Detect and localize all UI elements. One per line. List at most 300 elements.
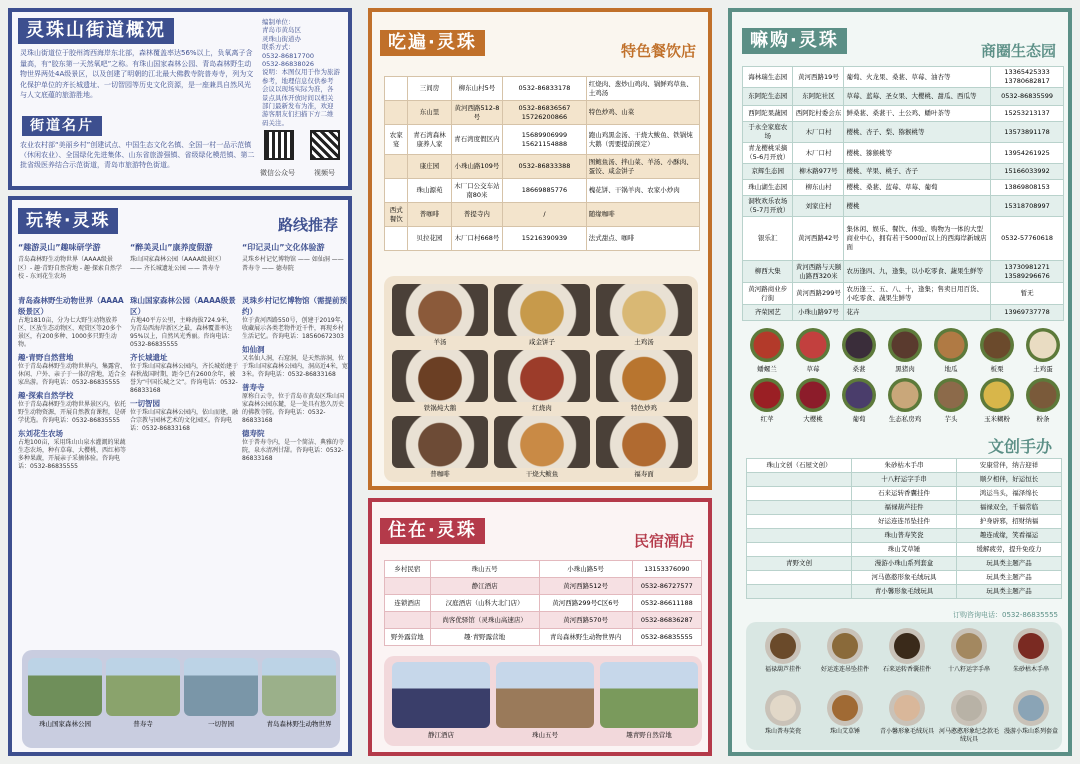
table-cell <box>747 515 852 529</box>
table-row <box>743 67 1064 88</box>
shop-subtitle: 商圈生态园 <box>980 42 1056 60</box>
contact-info <box>262 18 350 127</box>
spot-desc: 占地1810亩，分为七大野生动物放养区、区放生态动物区、观赏区等20多个景区，有200多种、1000多只野生动物。 <box>18 317 122 348</box>
product-photo[interactable] <box>827 628 863 664</box>
table-cell: 黄河西路42号 <box>793 217 844 261</box>
food-image <box>596 350 692 402</box>
product-photo[interactable] <box>889 690 925 726</box>
product-label: 漫游小珠山系列套盒 <box>1003 728 1058 735</box>
table-cell: 青野文创 <box>747 557 852 571</box>
food-image <box>494 416 590 468</box>
table-row <box>747 487 1062 501</box>
table-row <box>747 557 1062 571</box>
produce-label: 葡萄 <box>852 415 866 423</box>
table-cell <box>385 227 408 251</box>
product-photo[interactable] <box>1013 628 1049 664</box>
food-item[interactable] <box>596 350 692 414</box>
table-cell: 连锁酒店 <box>385 595 431 612</box>
route-1-heading: “趣游灵山”趣味研学游 <box>18 243 101 252</box>
table-cell: 朱砂枯木手串 <box>852 459 957 473</box>
table-cell: 珠山艾草锤 <box>852 543 957 557</box>
table-cell: 东阿陀生态园 <box>743 88 793 106</box>
route-photo[interactable] <box>106 658 180 740</box>
qr-wechat-icon[interactable] <box>264 130 294 160</box>
table-row <box>747 501 1062 515</box>
table-cell: 趣·青野露营地 <box>430 629 539 646</box>
table-cell: 13365425333 13780682817 <box>991 67 1064 88</box>
table-cell: 15689906999 15621154888 <box>503 125 587 155</box>
table-row <box>747 473 1062 487</box>
contact-line: 码关注。 <box>262 118 288 127</box>
table-cell <box>747 543 852 557</box>
food-item[interactable] <box>596 416 692 480</box>
produce-label: 粉条 <box>1036 415 1050 423</box>
table-cell: 野外露营地 <box>385 629 431 646</box>
contact-line: 说明：本图仅用于作为旅游 <box>262 68 340 77</box>
food-image <box>494 350 590 402</box>
produce-label: 黑猪肉 <box>895 365 915 373</box>
photo-image <box>496 662 594 728</box>
table-cell: 尚客优驿馆（灵珠山高速店） <box>430 612 539 629</box>
table-row <box>743 261 1064 283</box>
produce-photo[interactable] <box>980 378 1014 412</box>
food-table <box>384 76 700 251</box>
product-photo[interactable] <box>827 690 863 726</box>
produce-photo[interactable] <box>842 378 876 412</box>
produce-photo[interactable] <box>796 328 830 362</box>
spot-name: 趣·青野自然营地 <box>18 353 74 362</box>
produce-label: 红苹 <box>760 415 774 423</box>
table-row <box>743 88 1064 106</box>
table-cell: 樱桃、苹果、桃子、杏子 <box>844 164 991 180</box>
spot-name: 如仙洞 <box>242 345 265 354</box>
produce-label: 土鸡蛋 <box>1033 365 1053 373</box>
product-photo[interactable] <box>951 690 987 726</box>
table-cell: 青龙樱桃采摘（5-6月开放） <box>743 143 793 164</box>
food-caption: 红烧肉 <box>532 404 552 412</box>
route-photo[interactable] <box>184 658 258 740</box>
product-label: 珠山艾草锤 <box>829 728 860 735</box>
table-row <box>385 77 700 101</box>
contact-line: 会议以现场实际为准，各 <box>262 85 334 94</box>
table-cell: 柳东山村 <box>793 180 844 196</box>
table-cell: 珠山五号 <box>430 561 539 578</box>
spot-desc: 位于黄河西路550号，创建于2019年，收藏展示各类老物件近千件，再现乡村生活记忆。咨询电话：18560672303 <box>242 317 347 340</box>
route-title: 玩转·灵珠 <box>18 208 118 234</box>
table-cell: 鲜桑葚、桑葚干、土公鸡、蟠叶茶等 <box>844 106 991 122</box>
table-cell: 玩具类主题产品 <box>957 585 1062 599</box>
spot-name: 灵珠乡村记忆博物馆（需提前预约） <box>242 296 347 316</box>
food-image <box>392 350 488 402</box>
table-cell: 木厂口村 <box>793 122 844 143</box>
qr-video-icon[interactable] <box>310 130 340 160</box>
table-cell: 黄河西路19号 <box>793 67 844 88</box>
food-item[interactable] <box>392 416 488 480</box>
produce-photo[interactable] <box>842 328 876 362</box>
overview-title: 灵珠山街道概况 <box>18 18 174 44</box>
food-item[interactable] <box>494 350 590 414</box>
route-3-spots <box>242 292 348 463</box>
spot-name: 德寿院 <box>242 429 265 438</box>
produce-photo[interactable] <box>934 328 968 362</box>
table-cell: 玩具类主题产品 <box>957 571 1062 585</box>
table-row <box>743 196 1064 217</box>
table-row <box>385 101 700 125</box>
table-cell: 石来运转香囊挂件 <box>852 487 957 501</box>
stay-table <box>384 560 702 646</box>
table-cell: 15216390939 <box>503 227 587 251</box>
table-row <box>747 571 1062 585</box>
table-cell: 0532-86727577 <box>632 578 701 595</box>
table-cell: 15318708997 <box>991 196 1064 217</box>
table-cell: 于永全家庭农场 <box>743 122 793 143</box>
table-cell: 贝拉花园 <box>408 227 451 251</box>
spot-name: 齐长城遗址 <box>130 353 168 362</box>
food-item[interactable] <box>392 284 488 348</box>
table-cell: 0532-86833388 <box>503 155 587 179</box>
table-cell: 0532-86611188 <box>632 595 701 612</box>
table-cell <box>747 571 852 585</box>
table-cell: 缓解疲劳，提升免疫力 <box>957 543 1062 557</box>
table-cell: 暂无 <box>991 283 1064 305</box>
product-photo[interactable] <box>765 628 801 664</box>
table-cell: 银乐汇 <box>743 217 793 261</box>
food-caption: 干烧大鲅鱼 <box>525 470 559 478</box>
table-row <box>747 459 1062 473</box>
produce-label: 玉米糊粉 <box>984 415 1010 423</box>
table-cell: 黄河西路299号C区6号 <box>539 595 632 612</box>
spot-name: 青岛森林野生动物世界（AAAA级景区） <box>18 296 124 316</box>
spot-desc: 原称白云寺，位于青岛市黄岛区珠山国家森林公园东麓，是一处具有悠久历史的佛教寺院。咨询电话：0532-86833168 <box>242 393 345 424</box>
table-cell <box>747 501 852 515</box>
table-row <box>743 122 1064 143</box>
table-row <box>385 227 700 251</box>
table-cell: 0532-57760618 <box>991 217 1064 261</box>
photo-caption: 趣青野自然营地 <box>626 731 672 739</box>
table-cell: 13954261925 <box>991 143 1064 164</box>
table-cell <box>747 585 852 599</box>
stay-title: 住在·灵珠 <box>380 518 485 544</box>
stay-photo[interactable] <box>496 662 594 742</box>
food-caption: 羊汤 <box>433 338 447 346</box>
route-1-spots <box>18 292 126 471</box>
table-cell: 海林瑞生态园 <box>743 67 793 88</box>
stay-subtitle: 民宿酒店 <box>633 532 694 550</box>
street-card-text: 农业农村部“美丽乡村”创建试点、中国生态文化名镇、全国一村一品示范镇（休闲农业）、全国绿化先进集体、山东省旅游强镇、省级绿化模范镇、第二批省级医养结合示范街道，青岛市旅游特色街道。 <box>20 141 255 169</box>
food-image <box>494 284 590 336</box>
stay-photo[interactable] <box>392 662 490 742</box>
table-row <box>743 106 1064 122</box>
product-label: 石来运转香囊挂件 <box>882 666 931 673</box>
photo-image <box>600 662 698 728</box>
table-row <box>385 179 700 203</box>
route-2-path: 珠山国家森林公园（AAAA级景区）—— 齐长城遗址公园 —— 普寿寺 <box>130 256 225 272</box>
route-2-heading: “醉美灵山”康养度假游 <box>130 243 213 252</box>
table-cell: 青石湾度假区内 <box>451 125 503 155</box>
food-image <box>596 284 692 336</box>
table-cell: 珠山文创（石屋文创） <box>747 459 852 473</box>
table-cell: 0532-86835599 <box>991 88 1064 106</box>
table-cell: 13869808153 <box>991 180 1064 196</box>
table-cell: 青小馨形象毛绒玩具 <box>852 585 957 599</box>
table-cell: 农历逢三、五、八、十，逢集；售卖日用百货、小吃零食、蔬果生鲜等 <box>844 283 991 305</box>
table-cell: 玩具类主题产品 <box>957 557 1062 571</box>
photo-caption: 普寿寺 <box>133 720 153 728</box>
product-label: 珠山普寿笑瓷 <box>764 728 801 735</box>
table-row <box>743 164 1064 180</box>
table-cell <box>385 155 408 179</box>
spot-desc: 占地100亩，采用珠山山泉水灌溉的果蔬生态农场，种有草莓、大樱桃、西红柿等多种果蔬，开展亲子采摘体验。咨询电话：0532-86835555 <box>18 439 127 470</box>
table-row <box>385 629 702 646</box>
table-row <box>743 305 1064 321</box>
product-photo[interactable] <box>765 690 801 726</box>
qr-wechat-label: 微信公众号 <box>260 169 295 177</box>
produce-grid <box>742 328 1064 428</box>
route-3-heading: “印记灵山”文化体验游 <box>242 243 325 252</box>
route-1-path: 青岛森林野生动物世界（AAAA级景区）- 趣·青野自然营地 - 趣·探索自然学校 - 东刘花生农场 <box>18 256 122 280</box>
table-cell: 樱桃 <box>844 196 991 217</box>
spot-desc: 位于普寿寺内，是一个简洁、典雅的寺院，泉水清冽甘甜。咨询电话：0532-86833168 <box>242 439 345 462</box>
spot-name: 珠山国家森林公园（AAAA级景区） <box>130 296 236 316</box>
qr-video-label: 视频号 <box>314 169 335 177</box>
contact-line: 0532-86838026 <box>262 60 314 69</box>
food-caption: 普咖啡 <box>430 470 450 478</box>
spot-name: 东刘花生农场 <box>18 429 63 438</box>
photo-image <box>28 658 102 716</box>
route-subtitle: 路线推荐 <box>277 216 338 234</box>
table-cell: 槐花饼、干锅羊肉、农家小炒肉 <box>586 179 699 203</box>
table-row <box>385 155 700 179</box>
table-cell: 法式甜点、咖啡 <box>586 227 699 251</box>
table-cell: / <box>503 203 587 227</box>
table-cell: 13153376090 <box>632 561 701 578</box>
table-cell: 0532-86836287 <box>632 612 701 629</box>
food-subtitle: 特色餐饮店 <box>620 42 696 60</box>
produce-photo[interactable] <box>750 378 784 412</box>
product-photo[interactable] <box>1013 690 1049 726</box>
table-cell: 鸿运当头，福泽绵长 <box>957 487 1062 501</box>
table-row <box>747 585 1062 599</box>
spot-desc: 位于青岛森林野生动物世界景区内，依托野生动物资源，开展自然教育课程，是研学优选。咨询电话：0532-86835555 <box>18 401 127 424</box>
food-caption: 福寿面 <box>634 470 654 478</box>
food-panel <box>368 8 712 490</box>
spot-name: 普寿寺 <box>242 383 265 392</box>
product-photo[interactable] <box>889 628 925 664</box>
table-cell: 普提寺内 <box>451 203 503 227</box>
produce-photo[interactable] <box>888 328 922 362</box>
stay-photo-strip <box>384 656 702 746</box>
table-cell: 集休闲、娱乐、餐饮、体验、购物为一体的大型商业中心，拥有若干5000㎡以上的西海岸新城店面 <box>844 217 991 261</box>
table-cell: 趣连成缘，笑看福运 <box>957 529 1062 543</box>
table-cell: 康庄园 <box>408 155 451 179</box>
produce-label: 芋头 <box>944 415 958 423</box>
overview-intro: 灵珠山街道位于胶州湾西海岸东北部，森林覆盖率达56%以上，负氧离子含量高，有“胶东第一天然氧吧”之称。有珠山国家森林公园、青岛森林野生动物世界两处4A级景区，以及创建了明朝的江北最大佛教寺院普寿寺，列为文化保护单位的齐长城遗址、一切智园等历史文化资源，是一座兼具自然风光与人文底蕴的旅游胜地。 <box>20 49 254 99</box>
contact-line: 青岛市黄岛区 <box>262 26 301 35</box>
table-cell: 小珠山路97号 <box>793 305 844 321</box>
contact-line: 景点具体开放时间以相关 <box>262 93 334 102</box>
table-cell <box>385 101 408 125</box>
table-cell: 樱桃、猕猴桃等 <box>844 143 991 164</box>
creative-title: 文创手办 <box>987 437 1052 456</box>
produce-label: 蟠螺兰 <box>757 365 777 373</box>
produce-label: 桑葚 <box>852 365 866 373</box>
overview-panel <box>8 8 352 190</box>
table-cell: 齐荣园艺 <box>743 305 793 321</box>
table-cell: 葡萄、火龙果、桑葚、草莓、油杏等 <box>844 67 991 88</box>
produce-label: 大樱桃 <box>803 415 823 423</box>
table-cell: 0532-86836567 15726200866 <box>503 101 587 125</box>
table-cell: 青石湾森林康养人家 <box>408 125 451 155</box>
product-label: 十八籽运字手串 <box>947 666 990 673</box>
spot-desc: 位于青岛森林野生动物世界内，集露营、休闲、户外、亲子于一体的营地，适合全家出游。咨询电话：0532-86835555 <box>18 363 127 386</box>
food-image <box>392 416 488 468</box>
stay-panel <box>368 498 712 756</box>
table-cell: 西阿陀果蔬园 <box>743 106 793 122</box>
table-cell: 小珠山路5号 <box>539 561 632 578</box>
table-cell: 黄河西路512号 <box>539 578 632 595</box>
table-cell: 13730981271 13589296676 <box>991 261 1064 283</box>
route-photo[interactable] <box>262 658 336 740</box>
food-caption: 土鸡汤 <box>634 338 654 346</box>
table-cell: 西阿陀村委会东 <box>793 106 844 122</box>
contact-line: 部门最新发布为准，欢迎 <box>262 102 334 111</box>
table-row <box>743 283 1064 305</box>
produce-label: 地瓜 <box>944 365 958 373</box>
produce-photo[interactable] <box>1026 378 1060 412</box>
table-cell: 草莓、蓝莓、圣女果、大樱桃、甜瓜、西瓜等 <box>844 88 991 106</box>
table-cell: 柳西大集 <box>743 261 793 283</box>
table-row <box>385 578 702 595</box>
table-cell: 小珠山路109号 <box>451 155 503 179</box>
table-row <box>385 203 700 227</box>
table-cell: 安康常伴，纳吉迎祥 <box>957 459 1062 473</box>
table-cell: 福禄葫芦挂件 <box>852 501 957 515</box>
order-phone: 订购咨询电话：0532-86835555 <box>953 611 1058 619</box>
table-cell: 静江酒店 <box>430 578 539 595</box>
produce-photo[interactable] <box>750 328 784 362</box>
photo-caption: 珠山五号 <box>532 731 558 739</box>
product-label: 好运连连吊坠挂件 <box>820 666 869 673</box>
table-cell: 洞牧欢乐农场（5-7月开放） <box>743 196 793 217</box>
table-cell: 随缘咖啡 <box>586 203 699 227</box>
table-cell: 农历逢四、九，逢集，以小吃零食、蔬果生鲜等 <box>844 261 991 283</box>
product-label: 福禄葫芦挂件 <box>764 666 801 673</box>
photo-image <box>106 658 180 716</box>
table-cell: 13969737778 <box>991 305 1064 321</box>
photo-image <box>184 658 258 716</box>
table-cell: 顺夕相伴，好运恒长 <box>957 473 1062 487</box>
table-cell: 普咖啡 <box>408 203 451 227</box>
spot-desc: 位于珠山国家森林公园内，齐长城始建于春秋战国时期，距今已有2600余年，被誉为“中国长城之父”。咨询电话：0532-86833168 <box>130 363 239 394</box>
photo-image <box>392 662 490 728</box>
table-cell: 0532-86835555 <box>632 629 701 646</box>
table-cell: 好运连连吊坠挂件 <box>852 515 957 529</box>
route-3-path: 灵珠乡村记忆博物馆 —— 如仙洞 —— 普寿寺 —— 德寿院 <box>242 256 344 272</box>
table-cell: 跑山鸡黑金汤、干烧大鲅鱼、铁锅炖大鹅（需要提前预定） <box>586 125 699 155</box>
table-cell: 珠山湖生态园 <box>743 180 793 196</box>
table-cell: 漫游小珠山系列套盒 <box>852 557 957 571</box>
street-card-title: 街道名片 <box>22 116 102 136</box>
table-cell: 0532-86833178 <box>503 77 587 101</box>
table-cell: 青岛森林野生动物世界内 <box>539 629 632 646</box>
table-cell: 柳东山村5号 <box>451 77 503 101</box>
table-row <box>743 217 1064 261</box>
table-row <box>743 143 1064 164</box>
produce-photo[interactable] <box>934 378 968 412</box>
product-label: 青小馨形象毛绒玩具 <box>879 728 934 735</box>
route-panel <box>8 196 352 756</box>
route-photo[interactable] <box>28 658 102 740</box>
table-cell: 特色炒鸡、山菜 <box>586 101 699 125</box>
food-item[interactable] <box>494 416 590 480</box>
table-row <box>385 595 702 612</box>
produce-photo[interactable] <box>796 378 830 412</box>
photo-caption: 静江酒店 <box>428 731 454 739</box>
table-cell: 15166033992 <box>991 164 1064 180</box>
spot-desc: 占地40平方公里，主峰海拔724.9米，为青岛西海岸新区之最，森林覆盖率达95%以上，自然风光秀丽。咨询电话：0532-86835555 <box>130 317 234 348</box>
produce-photo[interactable] <box>888 378 922 412</box>
table-cell: 图鲍鱼汤、拌山菜、羊汤、小酥肉、蛋饺、咸金饼子 <box>586 155 699 179</box>
table-row <box>385 561 702 578</box>
table-cell: 十八籽运字手串 <box>852 473 957 487</box>
food-item[interactable] <box>596 284 692 348</box>
route-photo-strip <box>22 650 340 748</box>
table-cell <box>385 77 408 101</box>
shop-title: 嘛购·灵珠 <box>742 28 847 54</box>
spot-desc: 位于珠山国家森林公园内，依山而建，融合宗教与园林艺术的文化园区。咨询电话：0532-86833168 <box>130 409 239 432</box>
stay-photo[interactable] <box>600 662 698 742</box>
shop-panel <box>728 8 1072 756</box>
route-2-spots <box>130 292 238 433</box>
table-cell: 花卉 <box>844 305 991 321</box>
contact-line: 0532-86817700 <box>262 51 314 60</box>
table-cell: 木厂口村668号 <box>451 227 503 251</box>
food-caption: 铁锅炖大鹅 <box>423 404 457 412</box>
food-item[interactable] <box>494 284 590 348</box>
table-cell: 护身辟邪，招财纳福 <box>957 515 1062 529</box>
table-cell: 木厂口公交车站南80米 <box>451 179 503 203</box>
table-cell <box>385 612 431 629</box>
table-cell: 黄河西路570号 <box>539 612 632 629</box>
product-label: 河马憨憨形象纪念款毛绒玩具 <box>938 728 999 743</box>
table-cell <box>747 529 852 543</box>
produce-photo[interactable] <box>1026 328 1060 362</box>
table-cell: 珠山普寿笑瓷 <box>852 529 957 543</box>
contact-line: 灵珠山街道办 <box>262 34 301 43</box>
product-label: 朱砂枯木手串 <box>1012 666 1049 673</box>
contact-line: 参考，地理信息仅供参考 <box>262 76 334 85</box>
table-cell: 东阿陀社区 <box>793 88 844 106</box>
spot-desc: 又名仙人洞，石窟洞，是天然溶洞，位于珠山国家森林公园内，洞高近4米，宽3米。咨询电话：0532-86833168 <box>242 355 348 378</box>
food-image <box>596 416 692 468</box>
table-cell: 柳木路977号 <box>793 164 844 180</box>
table-cell: 农家宴 <box>385 125 408 155</box>
table-cell: 黄河西路299号 <box>793 283 844 305</box>
table-cell: 西式餐饮 <box>385 203 408 227</box>
produce-photo[interactable] <box>980 328 1014 362</box>
spot-name: 一切智园 <box>130 399 160 408</box>
table-cell: 珠山源苑 <box>408 179 451 203</box>
table-cell: 13573891178 <box>991 122 1064 143</box>
food-item[interactable] <box>392 350 488 414</box>
table-cell: 乡村民宿 <box>385 561 431 578</box>
table-cell: 汉庭酒店（山科大北门店） <box>430 595 539 612</box>
table-cell <box>385 179 408 203</box>
table-cell: 黄河西路与天颐山路西320米 <box>793 261 844 283</box>
product-photo[interactable] <box>951 628 987 664</box>
spot-name: 趣·探索自然学校 <box>18 391 74 400</box>
food-caption: 咸金饼子 <box>529 338 555 346</box>
